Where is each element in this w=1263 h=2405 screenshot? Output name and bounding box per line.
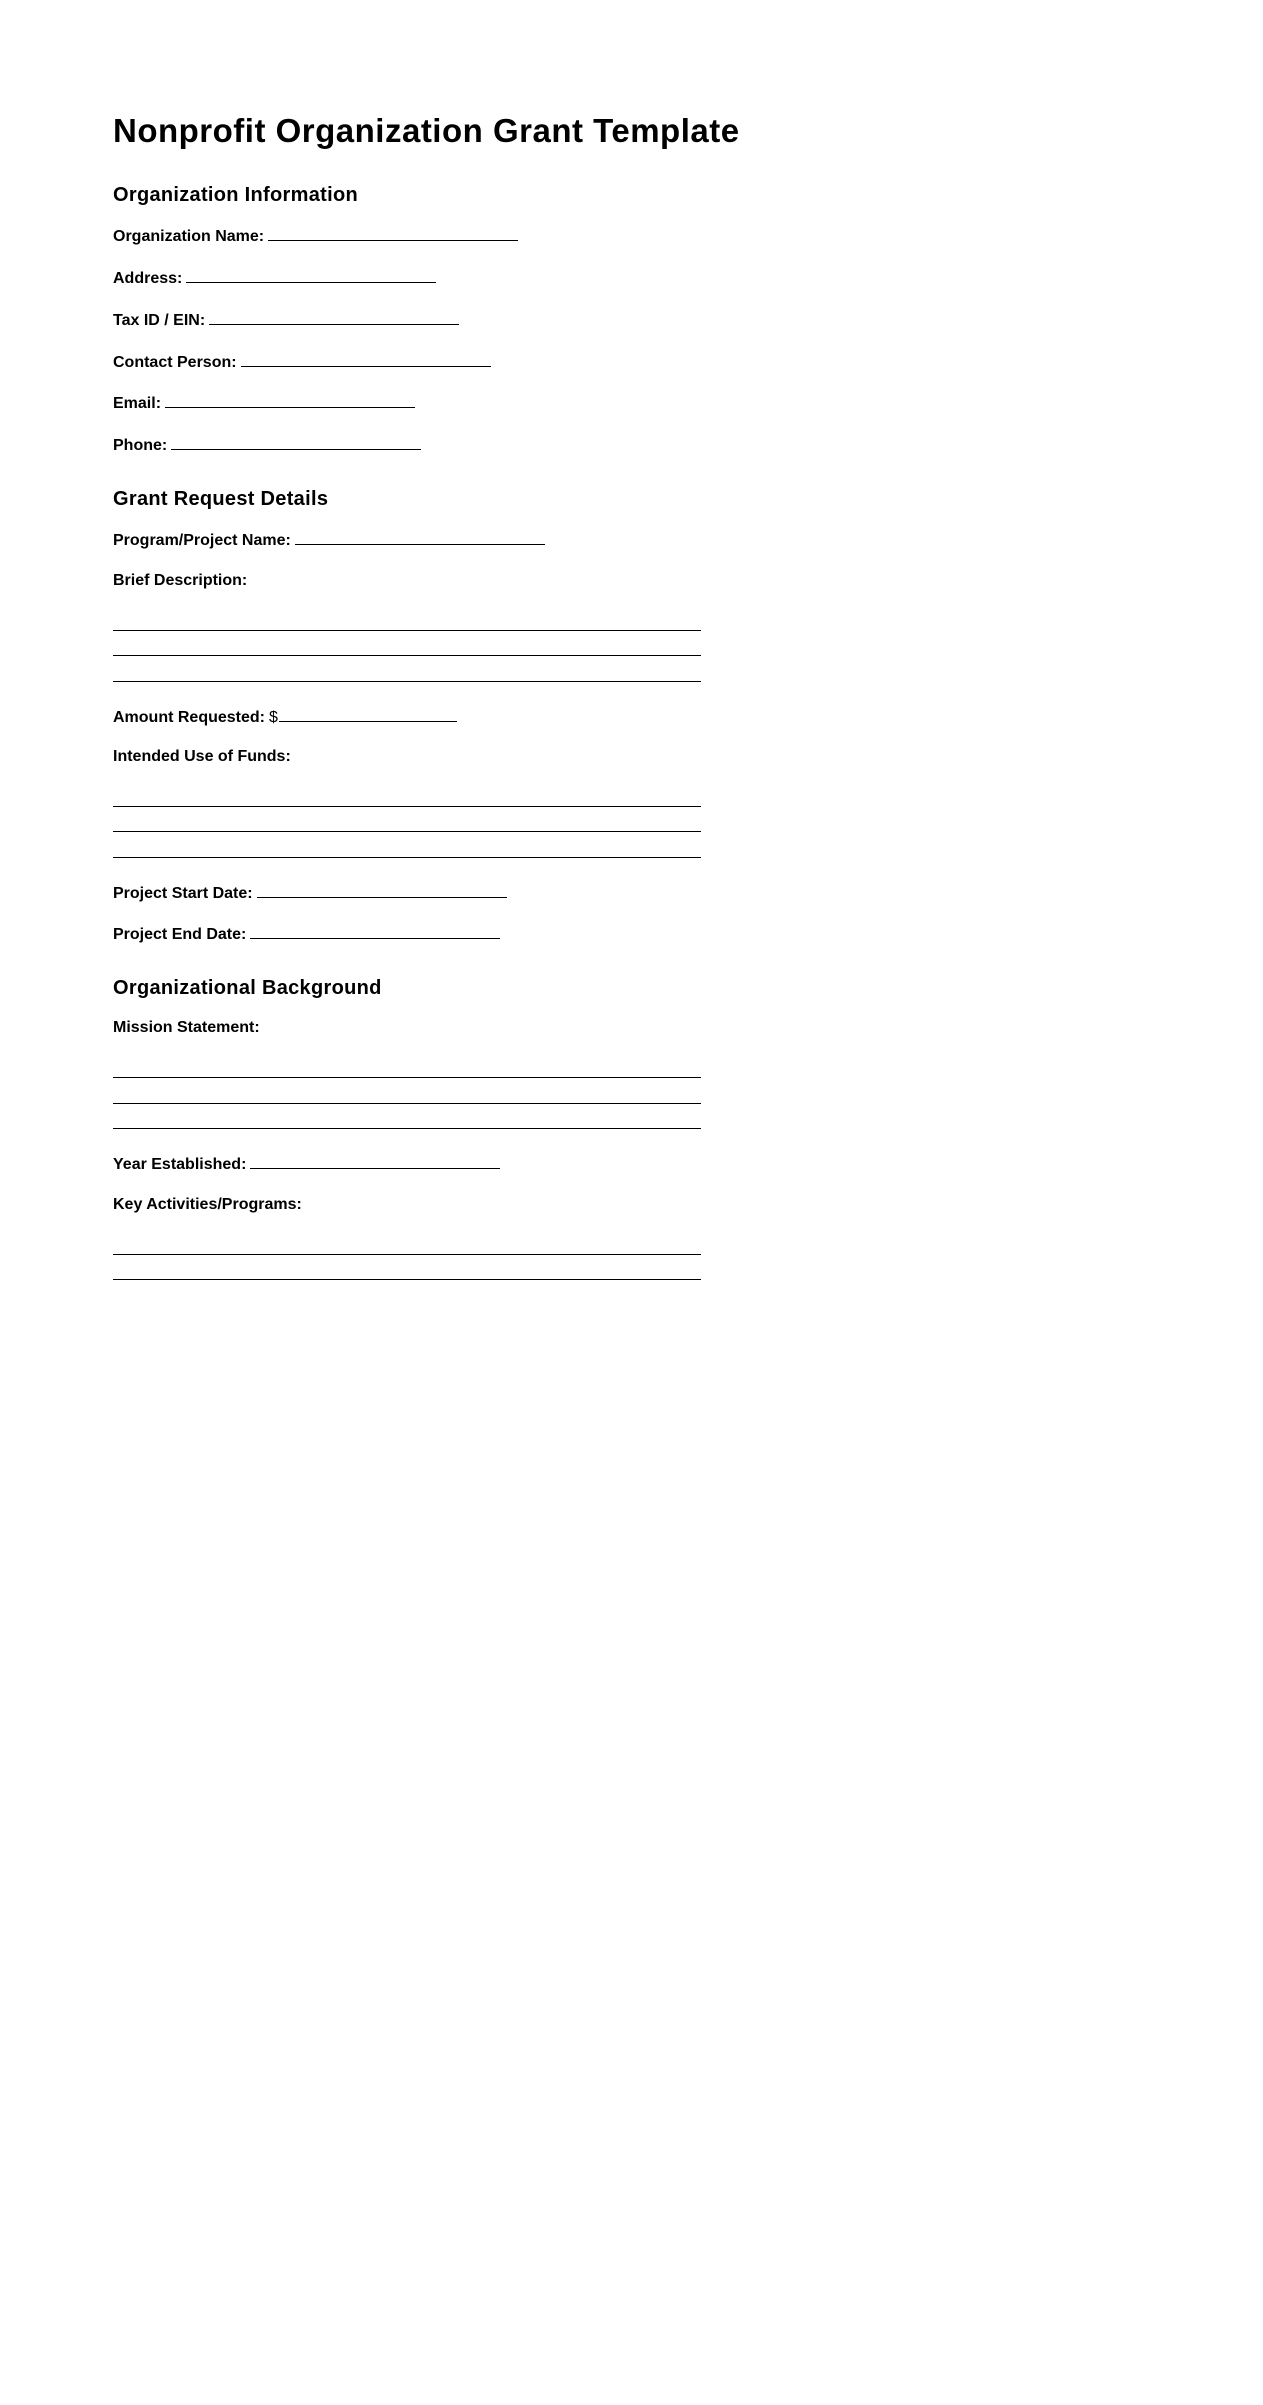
contact-person-label: Contact Person: [113, 354, 237, 371]
project-start-date-field[interactable] [113, 882, 507, 904]
tax-id-label: Tax ID / EIN: [113, 312, 206, 329]
mission-statement-line[interactable] [113, 1128, 701, 1129]
organization-name-field[interactable] [113, 225, 518, 247]
program-name-field[interactable] [113, 529, 545, 551]
email-blank[interactable] [165, 392, 415, 408]
year-established-field[interactable] [113, 1153, 500, 1175]
brief-description-label: Brief Description: [113, 572, 248, 589]
contact-person-blank[interactable] [241, 351, 491, 367]
key-activities-label: Key Activities/Programs: [113, 1196, 302, 1213]
intended-use-label: Intended Use of Funds: [113, 748, 291, 765]
mission-statement-line[interactable] [113, 1103, 701, 1104]
brief-description-line[interactable] [113, 681, 701, 682]
mission-statement-label: Mission Statement: [113, 1019, 260, 1036]
amount-requested-field[interactable] [113, 706, 457, 728]
phone-label: Phone: [113, 437, 168, 454]
intended-use-line[interactable] [113, 831, 701, 832]
brief-description-line[interactable] [113, 655, 701, 656]
brief-description-line[interactable] [113, 630, 701, 631]
tax-id-field[interactable] [113, 309, 459, 331]
page-title: Nonprofit Organization Grant Template [113, 112, 740, 149]
intended-use-field [113, 747, 291, 767]
intended-use-line[interactable] [113, 806, 701, 807]
key-activities-field [113, 1195, 302, 1215]
amount-requested-blank[interactable] [279, 706, 457, 722]
organization-name-label: Organization Name: [113, 228, 265, 245]
address-field[interactable] [113, 267, 436, 289]
address-blank[interactable] [186, 267, 436, 283]
project-start-date-label: Project Start Date: [113, 885, 253, 902]
program-name-label: Program/Project Name: [113, 532, 291, 549]
section-heading-organizational-background: Organizational Background [113, 977, 382, 999]
key-activities-line[interactable] [113, 1254, 701, 1255]
currency-symbol: $ [269, 709, 278, 726]
key-activities-line[interactable] [113, 1279, 701, 1280]
year-established-label: Year Established: [113, 1156, 247, 1173]
phone-field[interactable] [113, 434, 421, 456]
program-name-blank[interactable] [295, 529, 545, 545]
mission-statement-field [113, 1018, 260, 1038]
mission-statement-line[interactable] [113, 1077, 701, 1078]
tax-id-blank[interactable] [209, 309, 459, 325]
project-end-date-blank[interactable] [250, 923, 500, 939]
email-label: Email: [113, 395, 162, 412]
project-end-date-field[interactable] [113, 923, 500, 945]
contact-person-field[interactable] [113, 351, 491, 373]
year-established-blank[interactable] [250, 1153, 500, 1169]
amount-requested-label: Amount Requested: [113, 709, 265, 726]
email-field[interactable] [113, 392, 415, 414]
intended-use-line[interactable] [113, 857, 701, 858]
project-end-date-label: Project End Date: [113, 926, 247, 943]
brief-description-field [113, 571, 247, 591]
section-heading-organization-information: Organization Information [113, 184, 358, 206]
address-label: Address: [113, 270, 183, 287]
organization-name-blank[interactable] [268, 225, 518, 241]
section-heading-grant-request-details: Grant Request Details [113, 488, 329, 510]
project-start-date-blank[interactable] [257, 882, 507, 898]
phone-blank[interactable] [171, 434, 421, 450]
